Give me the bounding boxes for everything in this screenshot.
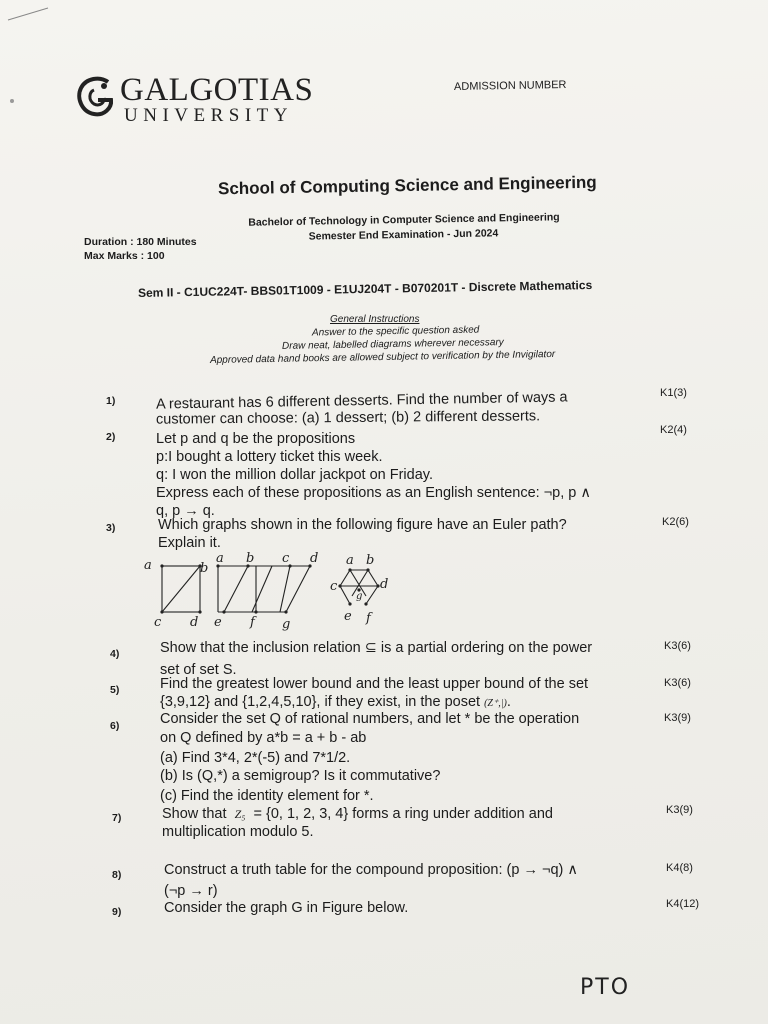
instruction-line: Answer to the specific question asked (311, 324, 480, 339)
vertex-label: d (380, 577, 389, 592)
instruction-line: Approved data hand books are allowed subject to verification by the Invigilator (209, 348, 556, 367)
instruction-line: Draw neat, labelled diagrams wherever necessary (281, 337, 504, 352)
question-number: 8) (112, 869, 122, 881)
question-mark: K3(9) (664, 712, 691, 724)
euler-graphs-figure (140, 550, 400, 634)
max-marks: Max Marks : 100 (84, 250, 165, 262)
question-text: Consider the set Q of rational numbers, and let * be the operation (160, 711, 580, 727)
pto-handwritten (578, 968, 638, 1002)
question-text: p:I bought a lottery ticket this week. (156, 449, 383, 465)
vertex-label: c (330, 579, 338, 594)
question-text: on Q defined by a*b = a + b - ab (160, 730, 367, 746)
question-text: Let p and q be the propositions (156, 431, 356, 447)
question-mark: K4(8) (666, 862, 693, 874)
vertex-label: e (214, 615, 222, 630)
question-text: Find the greatest lower bound and the least upper bound of the set (160, 676, 589, 692)
question-text-part: {3,9,12} and {1,2,4,5,10}, if they exist, in the poset (160, 694, 481, 710)
question-mark: K1(3) (660, 387, 687, 399)
ring-notation: Z₅ (234, 807, 246, 821)
question-number: 5) (110, 684, 120, 696)
vertex-label: f (250, 615, 255, 630)
instructions-title: General Instructions (330, 314, 420, 325)
question-text: (a) Find 3*4, 2*(-5) and 7*1/2. (160, 750, 351, 766)
vertex-label: d (190, 615, 199, 630)
school-title: School of Computing Science and Engineering (217, 172, 597, 199)
vertex-label: e (344, 609, 352, 624)
question-text: A restaurant has 6 different desserts. Find the number of ways a (155, 389, 568, 413)
question-text (162, 806, 553, 823)
question-mark: K2(6) (662, 516, 689, 528)
subject-line: Sem II - C1UC224T- BBS01T1009 - E1UJ204T - B070201T - Discrete Mathematics (137, 278, 593, 300)
question-mark: K3(6) (664, 677, 691, 689)
logo-name: GALGOTIAS (120, 72, 314, 108)
admission-number-label: ADMISSION NUMBER (453, 79, 567, 93)
vertex-label: a (144, 558, 152, 573)
question-number: 4) (110, 648, 120, 660)
question-text-part: . (506, 694, 511, 710)
question-text: (b) Is (Q,*) a semigroup? Is it commutative? (160, 768, 441, 784)
question-mark: K4(12) (666, 898, 700, 910)
question-mark: K3(6) (664, 640, 691, 652)
question-number: 9) (112, 906, 122, 918)
question-text: Which graphs shown in the following figure have an Euler path? (158, 517, 567, 533)
vertex-label: c (282, 551, 290, 566)
scan-mark (6, 6, 50, 22)
vertex-label: g (282, 617, 291, 632)
question-number: 2) (106, 431, 116, 443)
vertex-label: f (366, 611, 371, 626)
scan-dot (10, 99, 14, 103)
vertex-label: a (346, 553, 354, 568)
question-text: Construct a truth table for the compound proposition: (p → ¬q) ∧ (164, 862, 579, 878)
question-text: (c) Find the identity element for *. (160, 788, 374, 804)
university-logo-icon (74, 74, 118, 118)
vertex-label: b (200, 561, 209, 576)
vertex-label: a (216, 551, 224, 566)
pto-text: PTO (580, 975, 631, 1000)
question-text: q, p → q. (156, 503, 215, 519)
question-text: Express each of these propositions as an English sentence: ¬p, p ∧ (156, 485, 591, 501)
question-text: multiplication modulo 5. (162, 824, 314, 840)
question-number: 6) (110, 720, 120, 732)
vertex-label: b (366, 553, 375, 568)
vertex-label: g (356, 591, 363, 602)
poset-notation: (Z⁺,|) (484, 698, 507, 709)
question-number: 1) (106, 395, 116, 407)
logo-subtitle: UNIVERSITY (124, 105, 293, 126)
question-text: customer can choose: (a) 1 dessert; (b) 2 different desserts. (155, 408, 541, 428)
question-text: (¬p → r) (164, 883, 218, 899)
question-mark: K2(4) (660, 424, 687, 436)
question-text: set of set S. (160, 662, 237, 678)
question-number: 7) (112, 812, 122, 824)
vertex-label: d (310, 551, 319, 566)
duration: Duration : 180 Minutes (84, 236, 197, 248)
question-text: Consider the graph G in Figure below. (164, 900, 409, 916)
vertex-label: c (154, 615, 162, 630)
question-text-part: Show that (162, 806, 227, 822)
question-text: Show that the inclusion relation ⊆ is a partial ordering on the power (160, 640, 593, 656)
question-number: 3) (106, 522, 116, 534)
degree-line: Bachelor of Technology in Computer Science and Engineering (248, 211, 560, 229)
question-text (160, 694, 511, 712)
question-text-part: = {0, 1, 2, 3, 4} forms a ring under addition and (253, 806, 553, 822)
exam-line: Semester End Examination - Jun 2024 (308, 227, 499, 243)
vertex-label: b (246, 551, 255, 566)
question-text: q: I won the million dollar jackpot on Friday. (156, 467, 433, 483)
question-text: Explain it. (158, 535, 221, 551)
question-mark: K3(9) (666, 804, 693, 816)
